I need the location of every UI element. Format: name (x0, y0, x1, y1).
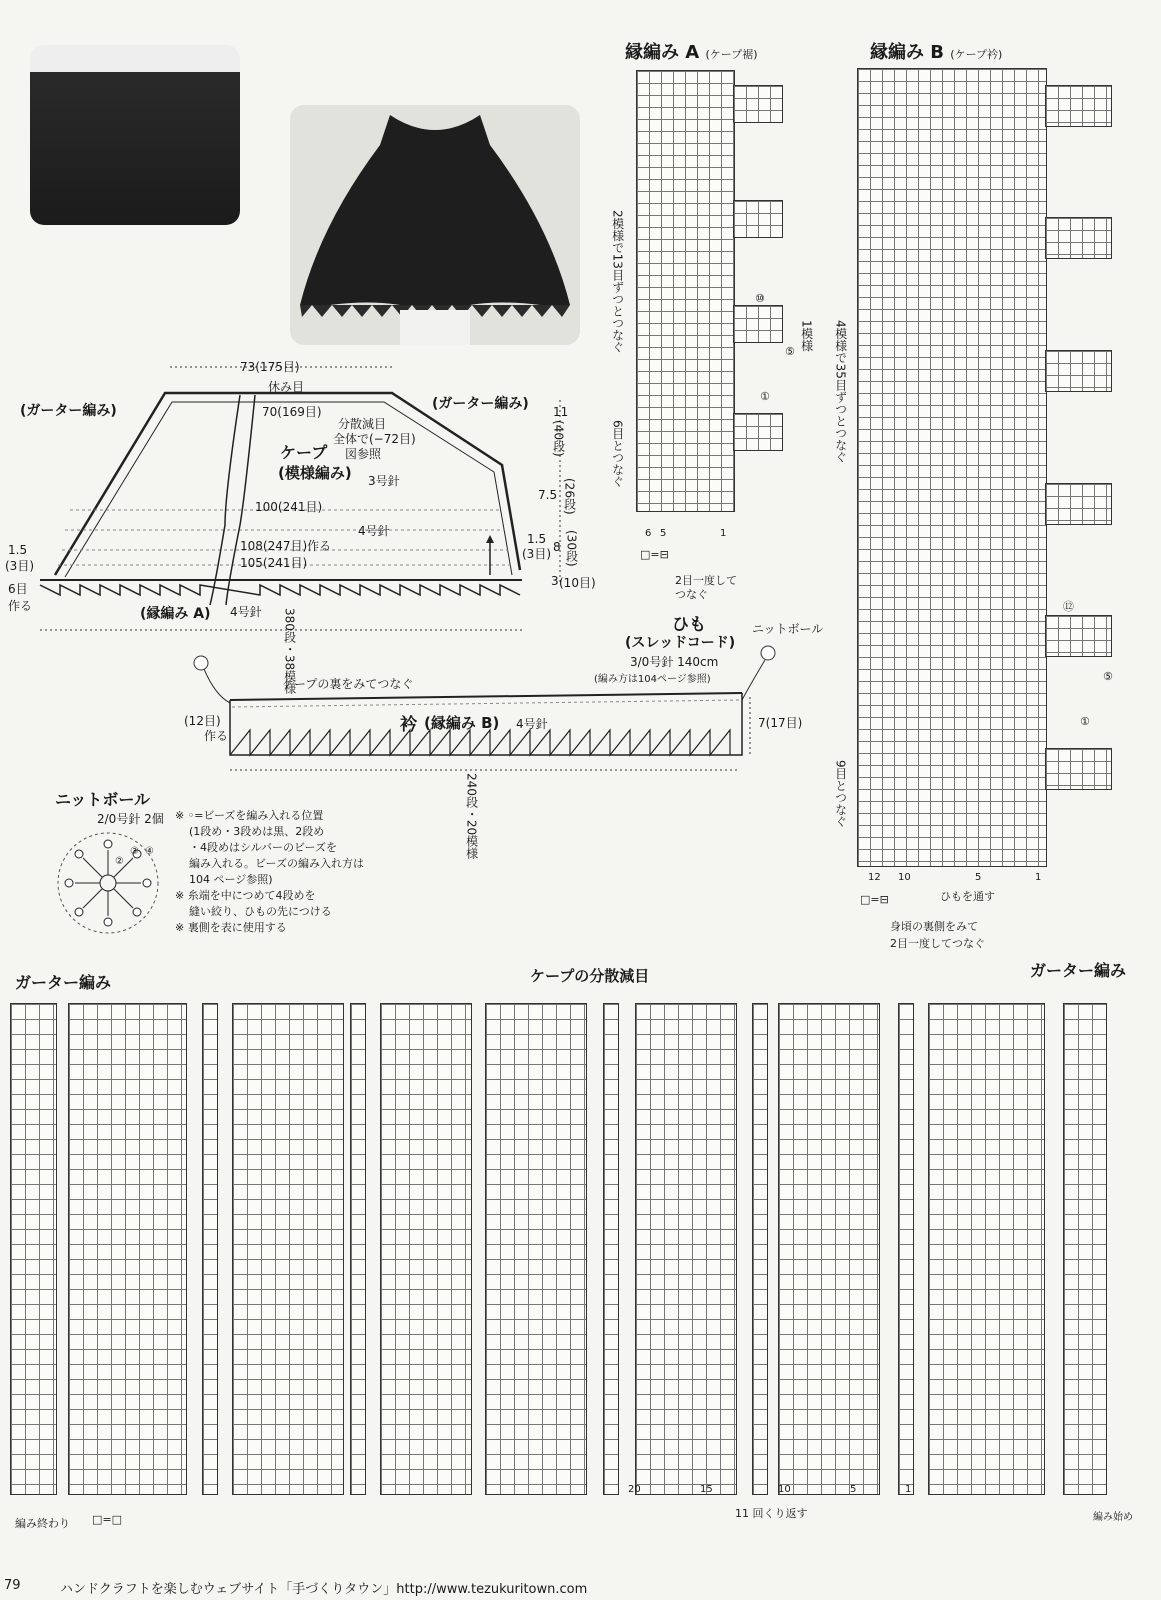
note-1d: 編み入れる。ビーズの編み入れ方は (189, 857, 365, 870)
row-105: 105(241目) (240, 556, 308, 570)
edging-a-col-6: 6 (645, 528, 652, 539)
height-15b: 1.5 (527, 532, 547, 546)
row-100: 100(241目) (255, 500, 323, 514)
edging-b-legend-line2: 2目一度してつなぐ (890, 937, 985, 950)
knit-ball-row-3: ③ (130, 846, 139, 857)
bottom-garter-right-grid (1063, 1003, 1107, 1495)
cape-photo-illustration (290, 105, 580, 345)
decrease-2: 全体で(−72目) (333, 432, 416, 446)
left-15: 1.5 (8, 543, 28, 557)
height-75: 7.5 (538, 488, 558, 502)
edging-b-teeth-1 (1045, 85, 1112, 127)
needle-4: 4号針 (358, 524, 390, 538)
edging-a-marker-1: ① (760, 390, 770, 403)
edging-b-col-10: 10 (898, 872, 911, 883)
edging-b-side-note-1: 4模様で35目ずつとつなぐ (833, 320, 848, 463)
cord-howto: (編み方は104ページ参照) (594, 674, 711, 685)
knit-ball-title: ニットボール (55, 790, 151, 809)
note-1a: ※ ◦=ビーズを編み入れる位置 (175, 809, 324, 822)
collar-rows-240: 240段・20模様 (464, 773, 479, 860)
note-2b: 縫い絞り、ひもの先につける (189, 905, 332, 918)
edging-a-teeth-2 (733, 200, 783, 238)
bottom-repeat: 11 回くり返す (735, 1507, 808, 1520)
edging-b-teeth-4 (1045, 483, 1112, 525)
collar-pattern: (縁編み B) (424, 714, 500, 732)
edging-b-teeth-2 (1045, 217, 1112, 259)
edging-a-side-note-1: 2模様で13目ずつとつなぐ (610, 210, 625, 353)
collar-title: 衿 (400, 715, 417, 735)
decrease-3: 図参照 (345, 447, 382, 461)
edging-b-marker-5: ⑤ (1103, 670, 1113, 683)
collar-right-7: 7(17目) (758, 716, 803, 730)
bottom-chart-block-4 (485, 1003, 587, 1495)
bottom-col-15: 15 (700, 1484, 713, 1495)
knit-ball-needle: 2/0号針 2個 (97, 812, 164, 826)
bottom-col-20: 20 (628, 1484, 641, 1495)
bottom-chart-column-4 (752, 1003, 768, 1495)
edging-a-chart (636, 70, 735, 512)
note-3: ※ 裏側を表に使用する (175, 921, 287, 934)
bottom-chart-block-2 (232, 1003, 344, 1495)
bottom-chart-column-5 (898, 1003, 914, 1495)
garter-right: (ガーター編み) (432, 396, 529, 412)
bottom-garter-left-grid (10, 1003, 57, 1495)
edging-a-legend-2-2: つなぐ (675, 588, 708, 601)
knit-ball-row-2: ② (115, 856, 124, 867)
knit-ball-notes (175, 808, 364, 936)
cape-pattern: (模様編み) (278, 464, 352, 482)
cape-photo (290, 105, 580, 345)
cord-subtitle: (スレッドコード) (625, 635, 736, 651)
bottom-bind-off: 編み終わり (15, 1517, 70, 1530)
edging-b-side-note-2: 9目とつなぐ (833, 760, 848, 828)
page-number: 79 (4, 1578, 21, 1593)
rows-30: (30段) (564, 530, 579, 567)
sts-3b: (3目) (522, 547, 551, 561)
edging-b-chart (857, 68, 1047, 867)
edging-b-col-5: 5 (975, 872, 982, 883)
height-11: 11 (553, 405, 569, 419)
edging-a-col-1: 1 (720, 528, 727, 539)
edging-a-teeth-4 (733, 413, 783, 451)
edging-b-subtitle: (ケープ衿) (950, 48, 1003, 61)
edging-a-title (625, 38, 758, 64)
edging-b-title-text: 縁編み B (870, 42, 944, 63)
edging-b-teeth-5 (1045, 615, 1112, 657)
bottom-chart-block-6 (778, 1003, 880, 1495)
bottom-chart-column-3 (603, 1003, 619, 1495)
top-width: 73(175目) (240, 360, 300, 374)
edging-a-teeth-3 (733, 305, 783, 343)
edging-b-col-1: 1 (1035, 872, 1042, 883)
bottom-chart-block-3 (380, 1003, 472, 1495)
bottom-center-title: ケープの分散減目 (530, 967, 650, 985)
knit-ball-label: ニットボール (752, 622, 824, 636)
left-6: 6目 (8, 582, 28, 596)
edging-a-col-5: 5 (660, 528, 667, 539)
cord-needle: 3/0号針 140cm (630, 655, 719, 669)
left-make: 作る (8, 599, 33, 613)
edging-label: (縁編み A) (140, 606, 211, 622)
edging-b-legend-box: □=⊟ (860, 893, 889, 906)
bottom-chart-block-5 (635, 1003, 737, 1495)
bottom-garter-left: ガーター編み (15, 973, 112, 992)
edging-a-teeth-1 (733, 85, 783, 123)
edging-b-teeth-3 (1045, 350, 1112, 392)
edging-a-marker-5: ⑤ (785, 345, 795, 358)
rows-40: (40段) (551, 420, 566, 457)
footer-text: ハンドクラフトを楽しむウェブサイト「手づくりタウン」http://www.tezukuritown.com (60, 1582, 588, 1597)
edging-a-side-note-2: 6目とつなぐ (610, 420, 625, 488)
garter-left: (ガーター編み) (20, 403, 117, 419)
front-photo (30, 45, 240, 225)
edging-a-title-text: 縁編み A (625, 42, 700, 63)
note-2a: ※ 糸端を中につめて4段めを (175, 889, 316, 902)
edging-a-legend-box: □=⊟ (640, 548, 669, 561)
edging-b-cord-note: ひもを通す (940, 890, 995, 903)
bottom-chart-column-1 (202, 1003, 218, 1495)
cord-title: ひも (672, 615, 706, 635)
edging-b-teeth-6 (1045, 748, 1112, 790)
collar-join-note: ケープの裏をみてつなぐ (282, 677, 414, 691)
edging-b-marker-1: ① (1080, 715, 1090, 728)
edging-needle: 4号針 (230, 605, 262, 619)
note-1e: 104 ページ参照) (189, 873, 273, 886)
bottom-chart-column-2 (350, 1003, 366, 1495)
bottom-chart-block-1 (68, 1003, 187, 1495)
row-108: 108(247目)作る (240, 539, 332, 553)
height-8: 8 (553, 540, 561, 554)
bottom-legend: □=□ (92, 1513, 123, 1526)
bottom-col-10: 10 (778, 1484, 791, 1495)
bottom-col-5: 5 (850, 1484, 857, 1495)
collar-left-12: (12目) (184, 714, 221, 728)
edging-b-col-12: 12 (868, 872, 881, 883)
edging-a-subtitle: (ケープ裾) (705, 48, 758, 61)
note-1c: ・4段めはシルバーのビーズを (189, 841, 337, 854)
collar-schematic (190, 645, 790, 775)
collar-left-make: 作る (204, 729, 229, 743)
inner-top: 70(169目) (262, 405, 322, 419)
height-3: 3 (551, 574, 559, 588)
left-3: (3目) (5, 559, 34, 573)
needle-3: 3号針 (368, 474, 400, 488)
rows-380: 380段・38模様 (282, 608, 297, 695)
edging-a-repeat: 1模様 (799, 320, 814, 352)
edging-a-marker-10: ⑩ (755, 292, 765, 305)
rest-stitches: 休み目 (268, 380, 305, 394)
bottom-garter-right: ガーター編み (1030, 961, 1127, 980)
collar-needle: 4号針 (516, 717, 548, 731)
decrease-1: 分散減目 (338, 417, 387, 431)
rows-10: (10目) (559, 576, 596, 590)
rows-26: (26段) (562, 478, 577, 515)
cape-title: ケープ (280, 443, 328, 462)
edging-a-legend-2-1: 2目一度して (675, 574, 737, 587)
bottom-col-1: 1 (905, 1484, 912, 1495)
edging-b-legend-line1: 身頃の裏側をみて (890, 920, 978, 933)
edging-b-title (870, 38, 1002, 64)
bottom-chart-block-7 (928, 1003, 1045, 1495)
knit-ball-row-4: ④ (145, 846, 154, 857)
bottom-cast-on: 編み始め (1093, 1512, 1133, 1523)
edging-b-marker-12: ⑫ (1063, 600, 1074, 613)
note-1b: (1段め・3段めは黒、2段め (189, 825, 325, 838)
